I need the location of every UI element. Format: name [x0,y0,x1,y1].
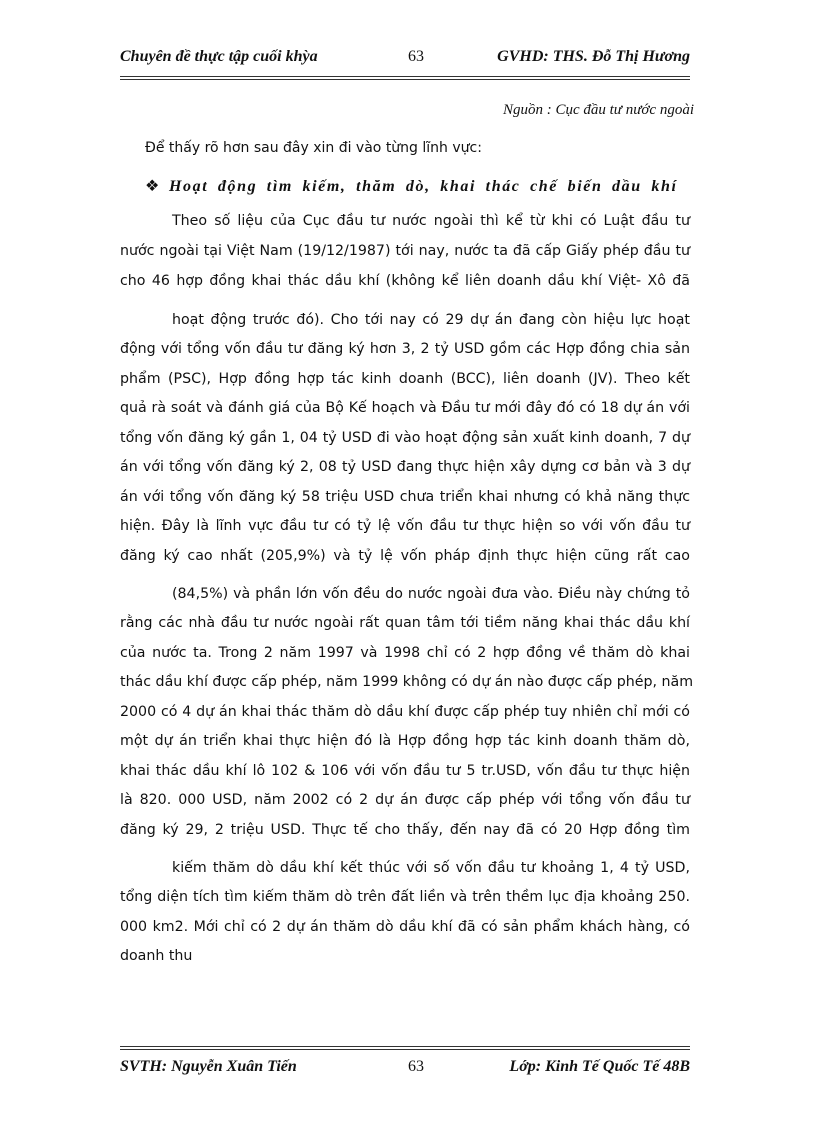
section-heading [145,176,690,196]
body-line: hoạt động trước đó). Cho tới nay có 29 dự án đang còn hiệu lực hoạt [172,312,690,328]
body-line: doanh thu [120,948,193,964]
footer-rule-inner [120,1049,690,1050]
body-line: cho 46 hợp đồng khai thác dầu khí (không kể liên doanh dầu khí Việt- Xô đã [120,273,690,289]
header-advisor: GVHD: THS. Đỗ Thị Hương [497,48,690,65]
body-line: hiện. Đây là lĩnh vực đầu tư có tỷ lệ vốn đầu tư thực hiện so với vốn đầu tư [120,518,690,534]
body-line: thác dầu khí được cấp phép, năm 1999 không có dự án nào được cấp phép, năm [120,674,694,690]
header-rule [120,76,690,77]
body-line: đăng ký cao nhất (205,9%) và tỷ lệ vốn pháp định thực hiện cũng rất cao [120,548,690,564]
footer-page-number: 63 [408,1058,424,1075]
diamond-bullet-icon: ❖ [145,178,160,195]
intro-paragraph: Để thấy rõ hơn sau đây xin đi vào từng lĩnh vực: [145,140,482,156]
header-page-number: 63 [408,48,424,65]
footer-student: SVTH: Nguyễn Xuân Tiến [120,1058,297,1075]
footer-class: Lớp: Kinh Tế Quốc Tế 48B [509,1058,690,1075]
header-rule-inner [120,79,690,80]
body-line: phẩm (PSC), Hợp đồng hợp tác kinh doanh (BCC), liên doanh (JV). Theo kết [120,371,690,387]
body-line: khai thác dầu khí lô 102 & 106 với vốn đầu tư 5 tr.USD, vốn đầu tư thực hiện [120,763,690,779]
body-line: rằng các nhà đầu tư nước ngoài rất quan tâm tới tiềm năng khai thác dầu khí [120,615,690,631]
source-note: Nguồn : Cục đầu tư nước ngoài [502,102,694,118]
header-title: Chuyên đề thực tập cuối khỳa [120,48,318,65]
body-line: án với tổng vốn đăng ký 2, 08 tỷ USD đang thực hiện xây dựng cơ bản và 3 dự [120,459,690,475]
body-line: 000 km2. Mới chỉ có 2 dự án thăm dò dầu khí đã có sản phẩm khách hàng, có [120,919,690,935]
body-line: một dự án triển khai thực hiện đó là Hợp đồng hợp tác kinh doanh thăm dò, [120,733,690,749]
body-line: kiếm thăm dò dầu khí kết thúc với số vốn đầu tư khoảng 1, 4 tỷ USD, [172,860,690,876]
body-line: quả rà soát và đánh giá của Bộ Kế hoạch và Đầu tư mới đây đó có 18 dự án với [120,400,690,416]
body-line: đăng ký 29, 2 triệu USD. Thực tế cho thấy, đến nay đã có 20 Hợp đồng tìm [120,822,690,838]
body-line: tổng vốn đăng ký gần 1, 04 tỷ USD đi vào hoạt động sản xuất kinh doanh, 7 dự [120,430,690,446]
footer-rule [120,1046,690,1047]
body-line: động với tổng vốn đầu tư đăng ký hơn 3, 2 tỷ USD gồm các Hợp đồng chia sản [120,341,690,357]
body-line: 2000 có 4 dự án khai thác thăm dò dầu khí được cấp phép tuy nhiên chỉ mới có [120,704,690,720]
page-header [120,48,690,70]
body-line: nước ngoài tại Việt Nam (19/12/1987) tới nay, nước ta đã cấp Giấy phép đầu tư [120,243,690,259]
body-line: (84,5%) và phần lớn vốn đều do nước ngoài đưa vào. Điều này chứng tỏ [172,586,690,602]
body-line: tổng diện tích tìm kiếm thăm dò trên đất liền và trên thềm lục địa khoảng 250. [120,889,690,905]
body-line: Theo số liệu của Cục đầu tư nước ngoài thì kể từ khi có Luật đầu tư [172,213,690,229]
body-line: của nước ta. Trong 2 năm 1997 và 1998 chỉ có 2 hợp đồng về thăm dò khai [120,645,690,661]
body-line: là 820. 000 USD, năm 2002 có 2 dự án được cấp phép với tổng vốn đầu tư [120,792,690,808]
section-title: Hoạt động tìm kiếm, thăm dò, khai thác chế biến dầu khí [169,178,678,195]
page-footer [120,1058,690,1080]
body-line: án với tổng vốn đăng ký 58 triệu USD chưa triển khai nhưng có khả năng thực [120,489,690,505]
